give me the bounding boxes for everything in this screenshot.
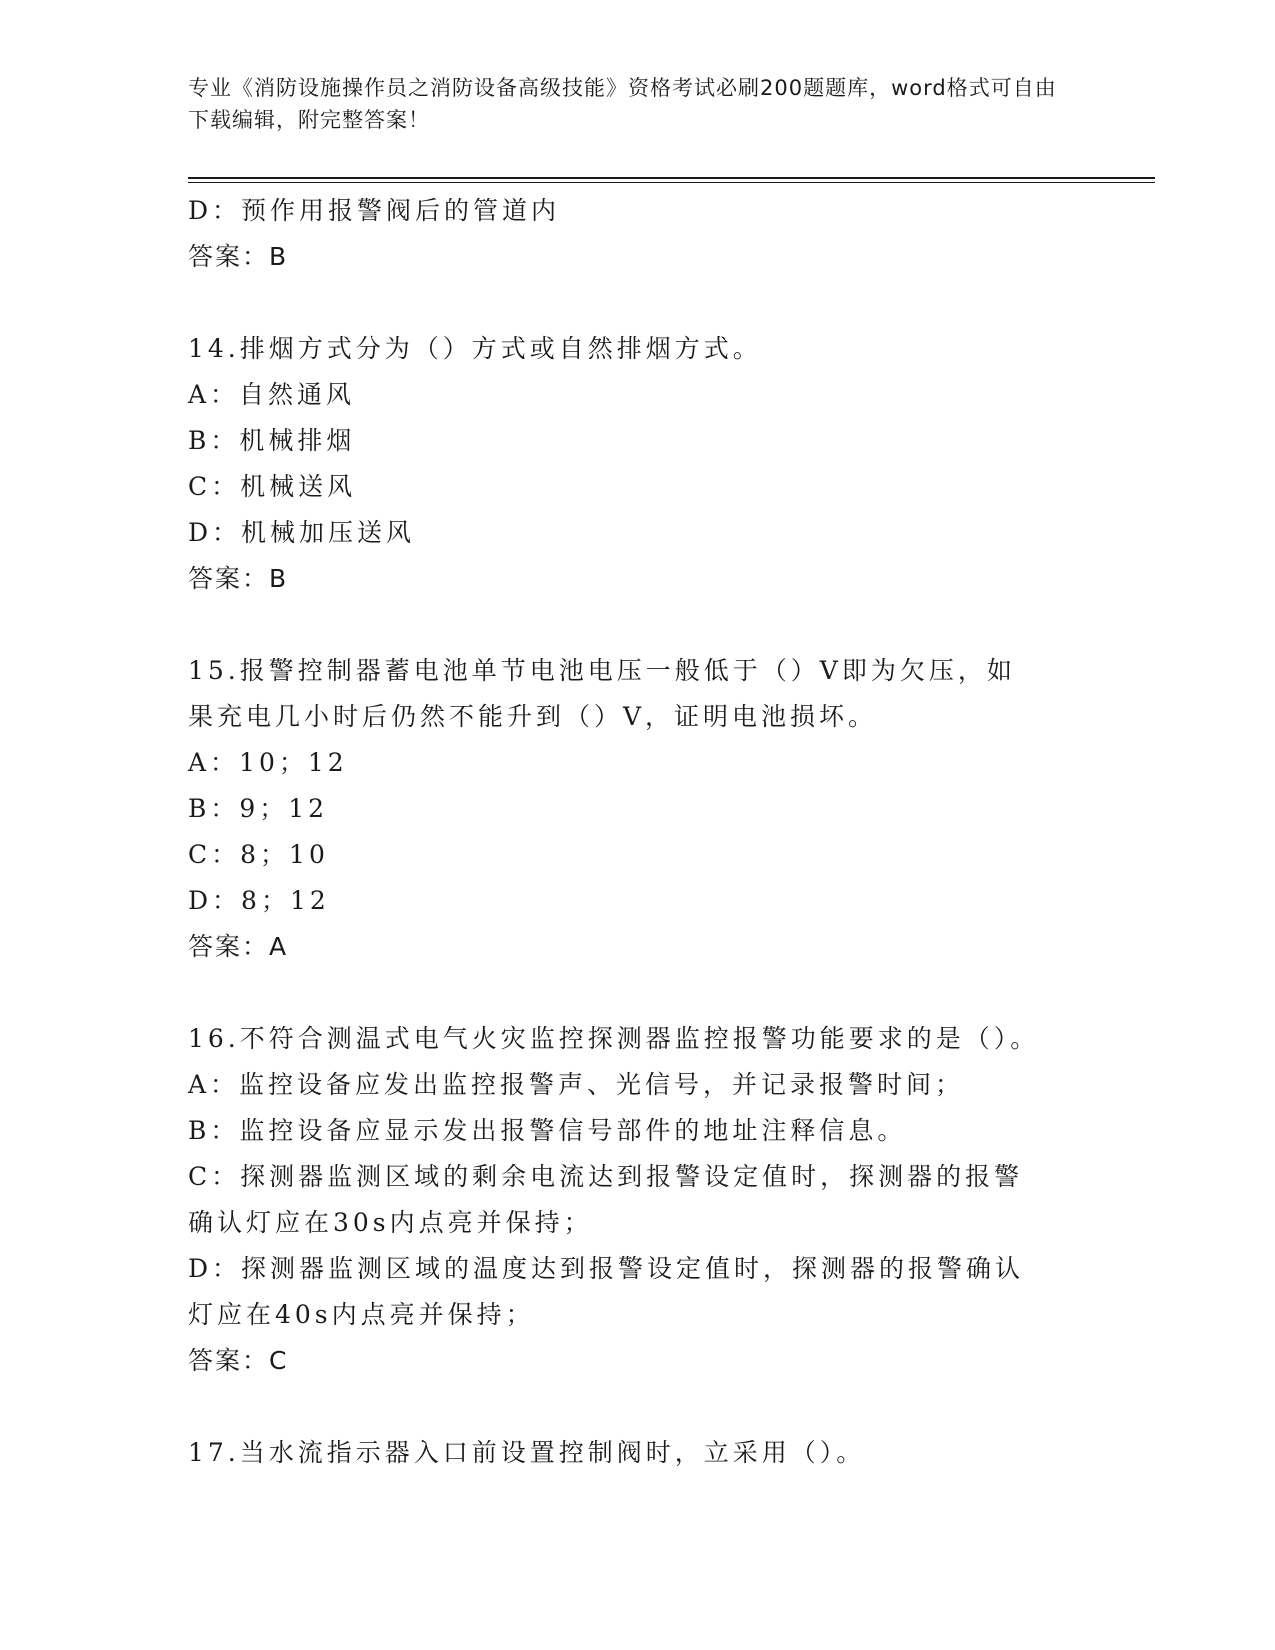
- header-divider-thin: [188, 182, 1155, 183]
- answer-line: 答案：B: [188, 242, 289, 271]
- question-16: [188, 1016, 1088, 1384]
- question-14: [188, 326, 1088, 602]
- spacer: [188, 970, 1088, 1016]
- spacer: [188, 280, 1088, 326]
- question-text: 14.排烟方式分为（）方式或自然排烟方式。: [188, 334, 762, 363]
- option-b: B：监控设备应显示发出报警信号部件的地址注释信息。: [188, 1116, 907, 1145]
- option-a: A：自然通风: [188, 380, 356, 409]
- spacer: [188, 602, 1088, 648]
- answer-line: 答案：C: [188, 1346, 289, 1375]
- question-text: 17.当水流指示器入口前设置控制阀时，立采用（）。: [188, 1438, 866, 1467]
- answer-line: 答案：B: [188, 564, 289, 593]
- option-c: C：机械送风: [188, 472, 357, 501]
- option-b: B：机械排烟: [188, 426, 356, 455]
- option-a: A：10；12: [188, 748, 348, 777]
- question-text: 15.报警控制器蓄电池单节电池电压一般低于（）V即为欠压，如果充电几小时后仍然不能升到（）V，证明电池损坏。: [188, 656, 1016, 731]
- option-d: D：预作用报警阀后的管道内: [188, 196, 561, 225]
- answer-line: 答案：A: [188, 932, 289, 961]
- option-a: A：监控设备应发出监控报警声、光信号，并记录报警时间；: [188, 1070, 965, 1099]
- spacer: [188, 1384, 1088, 1430]
- header-divider-thick: [188, 177, 1155, 179]
- option-c: C：探测器监测区域的剩余电流达到报警设定值时，探测器的报警确认灯应在30s内点亮并保持；: [188, 1162, 1024, 1237]
- option-d: D：探测器监测区域的温度达到报警设定值时，探测器的报警确认灯应在40s内点亮并保持；: [188, 1254, 1025, 1329]
- question-17: [188, 1430, 1088, 1476]
- question-text: 16.不符合测温式电气火灾监控探测器监控报警功能要求的是（）。: [188, 1024, 1040, 1053]
- question-15: [188, 648, 1088, 970]
- option-b: B：9；12: [188, 794, 329, 823]
- option-d: D：机械加压送风: [188, 518, 416, 547]
- option-d: D：8；12: [188, 886, 330, 915]
- question-list: [188, 188, 1088, 1476]
- option-c: C：8；10: [188, 840, 329, 869]
- page-header: 专业《消防设施操作员之消防设备高级技能》资格考试必刷200题题库，word格式可自由下载编辑，附完整答案！: [188, 76, 1057, 132]
